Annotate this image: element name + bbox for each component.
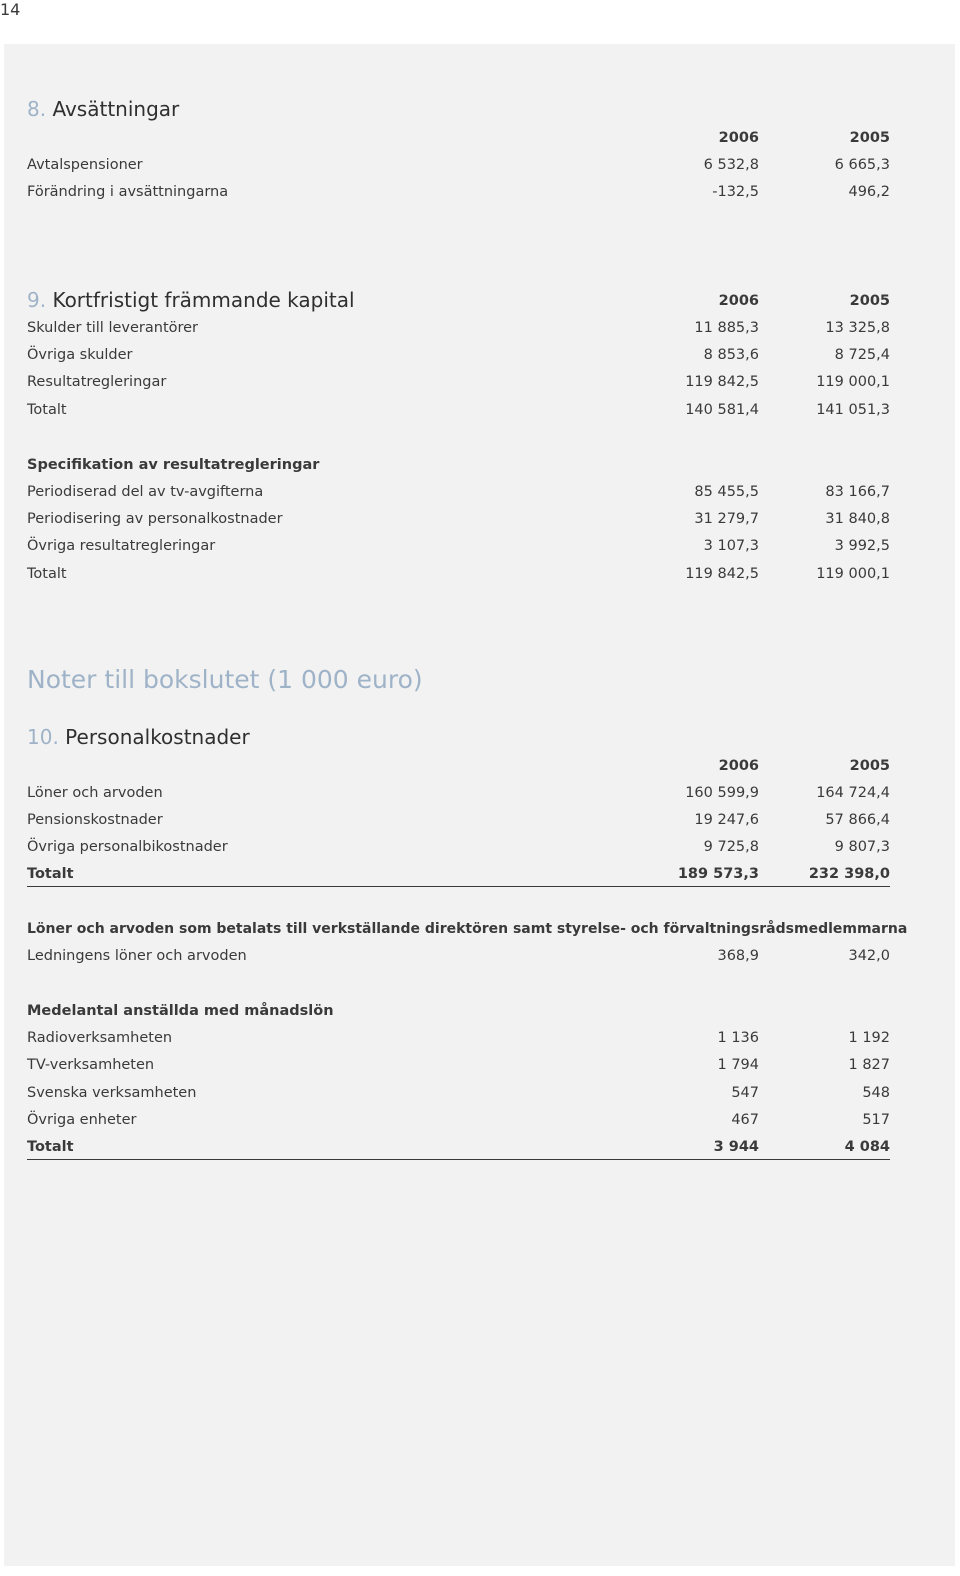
row-label: Radioverksamheten [27,1030,173,1046]
value-2005: 119 000,1 [816,566,890,582]
total-row [27,402,890,422]
value-2005: 1 827 [848,1057,890,1073]
staff-title: Medelantal anställda med månadslön [27,1003,334,1019]
value-2006: 160 599,9 [685,785,759,801]
value-2005: 496,2 [848,184,890,200]
row-label: Övriga enheter [27,1112,137,1128]
value-2006: 467 [731,1112,759,1128]
value-2006: 11 885,3 [694,320,759,336]
table-row [27,1030,890,1050]
table-row [27,812,890,832]
year-2006: 2006 [718,758,759,774]
value-2005: 9 807,3 [834,839,890,855]
table-row [27,1057,890,1077]
value-2005: 517 [862,1112,890,1128]
row-label: Övriga personalbikostnader [27,839,228,855]
value-2005: 3 992,5 [834,538,890,554]
section-8-heading [27,97,179,121]
row-label: Pensionskostnader [27,812,163,828]
total-row [27,866,890,887]
value-2006: 119 842,5 [685,566,759,582]
year-2006: 2006 [718,293,759,309]
value-2005: 31 840,8 [825,511,890,527]
section-10-number: 10. [27,725,59,749]
table-row [27,785,890,805]
table-row [27,511,890,531]
table-row [27,1085,890,1105]
table-row [27,347,890,367]
row-label: Övriga resultatregleringar [27,538,216,554]
section-10-heading [27,725,250,749]
value-2006: 85 455,5 [694,484,759,500]
row-label: Totalt [27,866,74,882]
value-2006: 19 247,6 [694,812,759,828]
year-2005: 2005 [849,293,890,309]
value-2006: 6 532,8 [703,157,759,173]
value-2005: 548 [862,1085,890,1101]
row-label: Totalt [27,402,67,418]
section-9-title: Kortfristigt främmande kapital [52,288,355,312]
notes-heading: Noter till bokslutet (1 000 euro) [27,665,423,694]
table-row [27,184,890,204]
table-row [27,374,890,394]
section-8-title: Avsättningar [52,97,180,121]
row-label: Periodisering av personalkostnader [27,511,283,527]
row-label: Löner och arvoden [27,785,163,801]
section-9-year-header [27,293,890,313]
table-row [27,839,890,859]
year-2005: 2005 [849,758,890,774]
value-2005: 1 192 [848,1030,890,1046]
row-label: Skulder till leverantörer [27,320,199,336]
value-2005: 119 000,1 [816,374,890,390]
table-row [27,320,890,340]
row-label: TV-verksamheten [27,1057,155,1073]
value-2006: 1 794 [717,1057,759,1073]
specification-title: Specifikation av resultatregleringar [27,457,320,473]
table-row [27,538,890,558]
table-row [27,484,890,504]
content-panel [4,44,955,1566]
value-2006: 547 [731,1085,759,1101]
row-label: Övriga skulder [27,347,133,363]
row-label: Avtalspensioner [27,157,143,173]
value-2005: 6 665,3 [834,157,890,173]
value-2005: 141 051,3 [816,402,890,418]
management-title: Löner och arvoden som betalats till verkställande direktören samt styrelse- och förvaltningsrådsmedlemmarna [27,921,908,937]
value-2006: 189 573,3 [677,866,759,882]
value-2006: 1 136 [717,1030,759,1046]
row-label: Ledningens löner och arvoden [27,948,247,964]
total-row [27,566,890,586]
value-2005: 164 724,4 [816,785,890,801]
value-2006: 119 842,5 [685,374,759,390]
row-label: Totalt [27,566,67,582]
section-10-title: Personalkostnader [65,725,250,749]
row-label: Periodiserad del av tv-avgifterna [27,484,264,500]
year-2006: 2006 [718,130,759,146]
year-2005: 2005 [849,130,890,146]
table-row [27,1112,890,1132]
table-row [27,157,890,177]
section-8-number: 8. [27,97,47,121]
value-2005: 8 725,4 [834,347,890,363]
row-label: Totalt [27,1139,74,1155]
section-9-number: 9. [27,288,47,312]
value-2006: 31 279,7 [694,511,759,527]
value-2005: 57 866,4 [825,812,890,828]
section-8-year-header [27,130,890,150]
value-2006: 368,9 [717,948,759,964]
row-label: Svenska verksamheten [27,1085,197,1101]
value-2006: 9 725,8 [703,839,759,855]
value-2006: 3 107,3 [703,538,759,554]
value-2006: -132,5 [712,184,759,200]
value-2006: 140 581,4 [685,402,759,418]
value-2005: 232 398,0 [808,866,890,882]
table-row [27,948,890,968]
value-2005: 13 325,8 [825,320,890,336]
value-2005: 342,0 [848,948,890,964]
row-label: Resultatregleringar [27,374,167,390]
total-row [27,1139,890,1160]
section-10-year-header [27,758,890,778]
value-2005: 4 084 [844,1139,890,1155]
value-2006: 8 853,6 [703,347,759,363]
row-label: Förändring i avsättningarna [27,184,229,200]
value-2006: 3 944 [713,1139,759,1155]
page-number: 14 [0,0,21,19]
value-2005: 83 166,7 [825,484,890,500]
